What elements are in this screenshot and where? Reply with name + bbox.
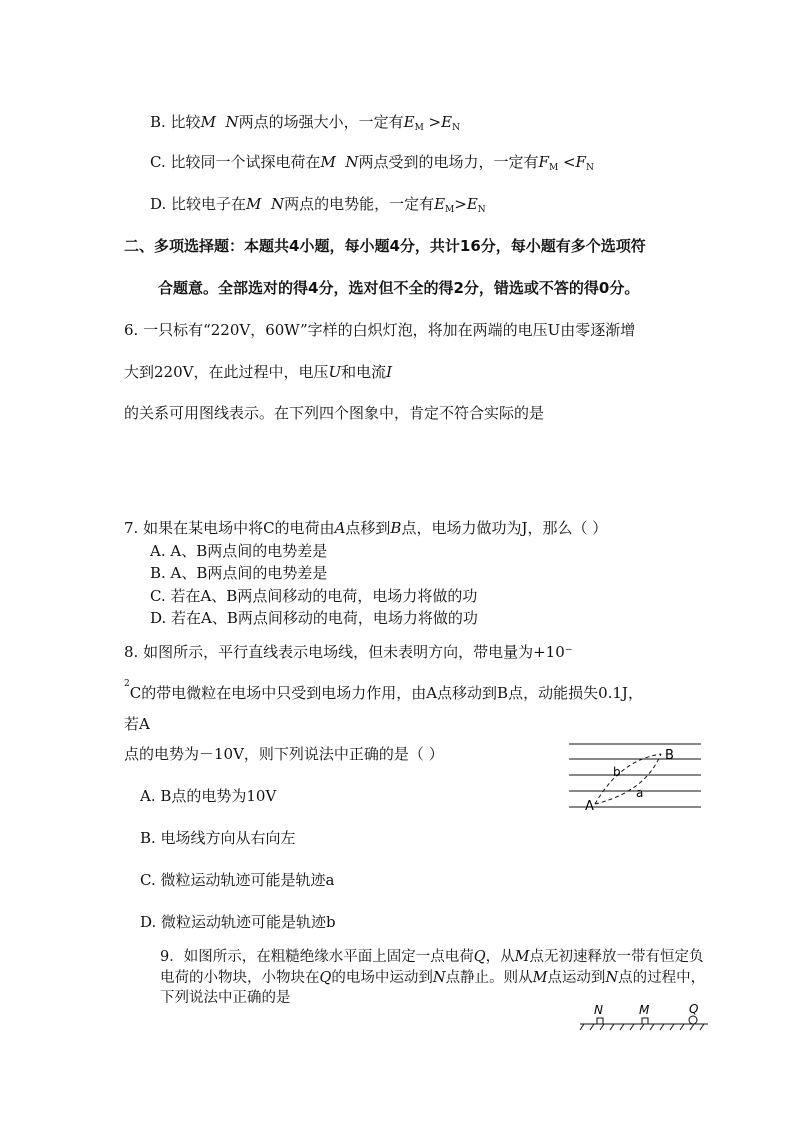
block-at-n xyxy=(597,1018,603,1024)
q7-option-c: C. 若在A、B两点间移动的电荷，电场力将做的功 xyxy=(150,587,478,605)
q7-option-a: A. A、B两点间的电势差是 xyxy=(150,542,328,560)
q5-option-d: D. 比较电子在M N两点的电势能，一定有$E_M>E_N$ xyxy=(150,195,486,215)
label-n: N xyxy=(594,1003,603,1017)
q5-option-b: B. 比较M N两点的场强大小，一定有$E_M >E_N$ xyxy=(150,113,460,133)
section2-heading-line1: 二、多项选择题：本题共4小题，每小题4分，共计16分，每小题有多个选项符 xyxy=(124,237,646,255)
trajectory-a xyxy=(595,754,661,804)
q8-option-d: D. 微粒运动轨迹可能是轨迹b xyxy=(140,913,336,931)
q8-line1: 8. 如图所示，平行直线表示电场线，但未表明方向，带电量为+10⁻ xyxy=(124,643,573,661)
q8-option-b: B. 电场线方向从右向左 xyxy=(140,829,296,847)
label-m: M xyxy=(639,1003,650,1017)
trajectory-b xyxy=(595,754,661,804)
q8-option-a: A. B点的电势为10V xyxy=(140,787,277,805)
q7-option-d: D. 若在A、B两点间移动的电荷，电场力将做的功 xyxy=(150,609,478,627)
q8-field-figure xyxy=(565,740,705,815)
charge-q xyxy=(689,1016,697,1024)
q6-line1: 6. 一只标有“220V，60W”字样的白炽灯泡，将加在两端的电压U由零逐渐增 xyxy=(124,321,636,339)
block-at-m xyxy=(642,1018,648,1024)
q7-option-b: B. A、B两点间的电势差是 xyxy=(150,564,328,582)
section2-heading-line2: 合题意。全部选对的得4分，选对但不全的得2分，错选或不答的得0分。 xyxy=(158,279,640,297)
q9-line1: 9．如图所示，在粗糙绝缘水平面上固定一点电荷Q，从M点无初速释放一带有恒定负 xyxy=(160,949,704,965)
q8-line2: $^2$C的带电微粒在电场中只受到电场力作用，由A点移动到B点，动能损失0.1J， xyxy=(124,679,643,702)
point-a-label: A xyxy=(585,799,594,814)
q6-line2: 大到220V，在此过程中，电压U和电流I xyxy=(124,363,393,381)
q8-line3: 若A xyxy=(124,715,150,733)
point-b-label: B xyxy=(665,748,674,763)
q8-line4: 点的电势为－10V，则下列说法中正确的是（ ） xyxy=(124,745,444,763)
q8-option-c: C. 微粒运动轨迹可能是轨迹a xyxy=(140,871,335,889)
q9-line2: 电荷的小物块，小物块在Q的电场中运动到N点静止。则从M点运动到N点的过程中， xyxy=(160,970,706,986)
q9-line3: 下列说法中正确的是 xyxy=(160,990,291,1006)
q5-option-c: C. 比较同一个试探电荷在M N两点受到的电场力，一定有$F_M <F_N$ xyxy=(150,153,594,173)
ground-hatching xyxy=(580,1024,704,1030)
q6-line3: 的关系可用图线表示。在下列四个图象中，肯定不符合实际的是 xyxy=(124,404,545,422)
trajectory-a-label: a xyxy=(636,786,644,800)
q7-stem: 7. 如果在某电场中将C的电荷由A点移到B点，电场力做功为J，那么（ ） xyxy=(124,519,608,537)
trajectory-b-label: b xyxy=(613,765,621,779)
q9-surface-figure xyxy=(578,1000,710,1034)
label-q: Q xyxy=(689,1002,699,1016)
